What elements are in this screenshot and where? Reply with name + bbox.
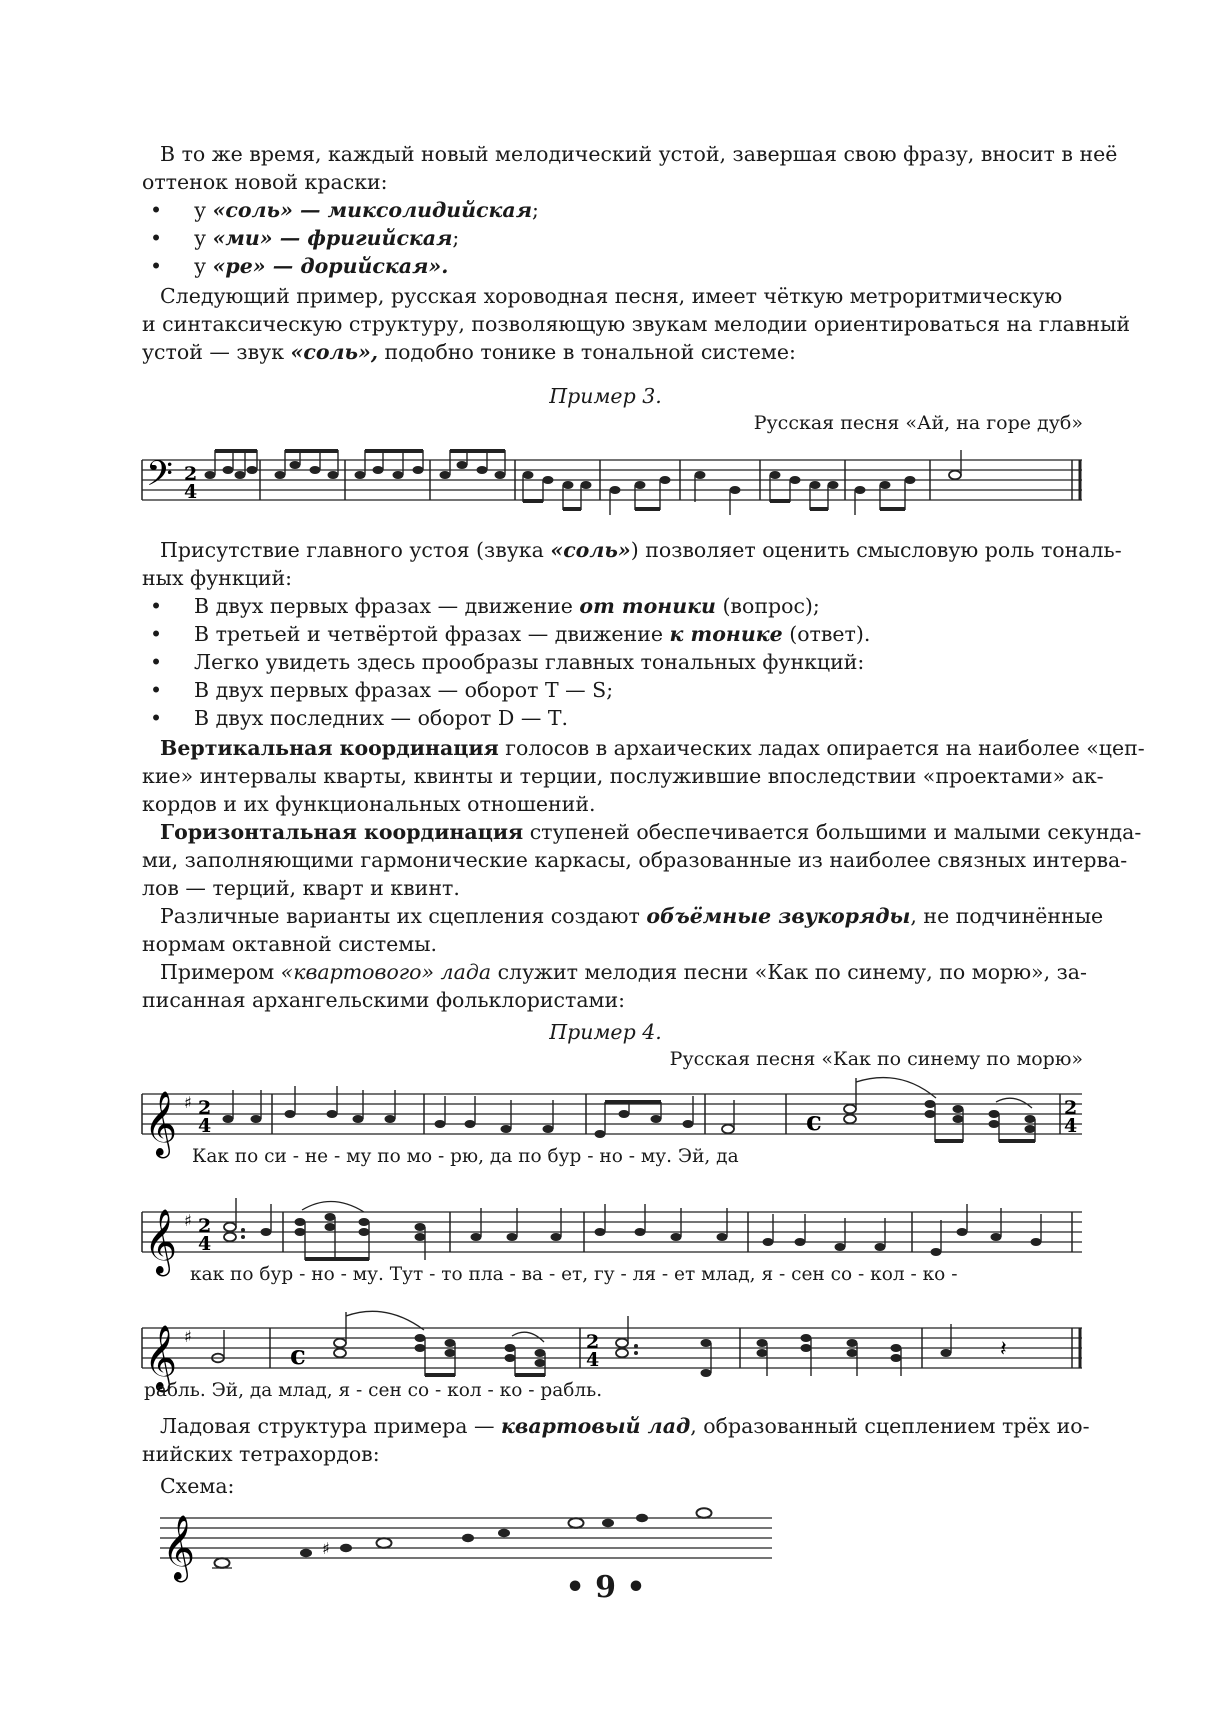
bass-clef-icon: 𝄢 bbox=[146, 453, 174, 502]
page-number: • 9 • bbox=[565, 1570, 646, 1605]
time-signature: 2 bbox=[184, 463, 198, 485]
example4-lyrics-line3: рабль. Эй, да млад, я - сен со - кол - ко - рабль. bbox=[144, 1380, 603, 1401]
common-time-icon: c bbox=[806, 1107, 822, 1137]
svg-text:2: 2 bbox=[586, 1331, 600, 1353]
para1-line1: В то же время, каждый новый мелодический устой, завершая свою фразу, вносит в неё bbox=[160, 142, 1118, 166]
para6-line1: Различные варианты их сцепления создают объёмные звукоряды, не подчинённые bbox=[160, 904, 1104, 928]
svg-text:4: 4 bbox=[586, 1349, 600, 1371]
para4-line1: Вертикальная координация голосов в архаических ладах опирается на наиболее «цеп- bbox=[160, 736, 1145, 760]
quarter-rest-icon: 𝄽 bbox=[1000, 1337, 1007, 1362]
sharp-icon: ♯ bbox=[184, 1211, 192, 1230]
svg-text:4: 4 bbox=[184, 481, 198, 503]
sharp-icon: ♯ bbox=[184, 1093, 192, 1112]
example4-lyrics-line2: как по бур - но - му. Тут - то пла - ва - ет, гу - ля - ет млад, я - сен со - кол - ко - bbox=[190, 1264, 958, 1285]
treble-clef-icon: 𝄞 bbox=[144, 1209, 178, 1274]
para1-line2: оттенок новой краски: bbox=[142, 170, 388, 194]
para2-line2: и синтаксическую структуру, позволяющую звукам мелодии ориентироваться на главный bbox=[142, 312, 1131, 336]
bullet-item: • у «ми» — фригийская; bbox=[150, 226, 460, 250]
para6-line2: нормам октавной системы. bbox=[142, 932, 438, 956]
treble-clef-icon: 𝄞 bbox=[162, 1515, 196, 1580]
example4-title: Пример 4. bbox=[549, 1020, 662, 1044]
para2-line3: устой — звук «соль», подобно тонике в тональной системе: bbox=[142, 340, 796, 364]
para4-line2: кие» интервалы кварты, квинты и терции, послужившие впоследствии «проектами» ак- bbox=[142, 764, 1104, 788]
para8-line1: Ладовая структура примера — квартовый лад, образованный сцеплением трёх ио- bbox=[160, 1414, 1090, 1438]
para5-line3: лов — терций, кварт и квинт. bbox=[142, 876, 460, 900]
para7-line2: писанная архангельскими фольклористами: bbox=[142, 988, 626, 1012]
example4-source: Русская песня «Как по синему по морю» bbox=[669, 1048, 1083, 1070]
bullet-item: • В двух первых фразах — оборот Т — S; bbox=[150, 678, 614, 702]
scheme-label: Схема: bbox=[160, 1474, 235, 1498]
svg-text:2: 2 bbox=[198, 1215, 212, 1237]
svg-text:4: 4 bbox=[1064, 1115, 1078, 1137]
time-signature: 2 bbox=[198, 1097, 212, 1119]
para5-line1: Горизонтальная координация ступеней обеспечивается большими и малыми секунда- bbox=[160, 820, 1142, 844]
example3-notation bbox=[0, 440, 1211, 520]
common-time-icon: c bbox=[290, 1341, 306, 1371]
bullet-item: • В третьей и четвёртой фразах — движение к тонике (ответ). bbox=[150, 622, 871, 646]
svg-text:2: 2 bbox=[1064, 1097, 1078, 1119]
para3-line2: ных функций: bbox=[142, 566, 293, 590]
para3-line1: Присутствие главного устоя (звука «соль») позволяет оценить смысловую роль тональ- bbox=[160, 538, 1122, 562]
bullet-item: • у «ре» — дорийская». bbox=[150, 254, 449, 278]
bullet-item: • В двух последних — оборот D — Т. bbox=[150, 706, 569, 730]
treble-clef-icon: 𝄞 bbox=[144, 1091, 178, 1156]
bullet-item: • В двух первых фразах — движение от тоники (вопрос); bbox=[150, 594, 820, 618]
example3-title: Пример 3. bbox=[549, 384, 662, 408]
para8-line2: нийских тетрахордов: bbox=[142, 1442, 380, 1466]
example3-source: Русская песня «Ай, на горе дуб» bbox=[753, 412, 1083, 434]
para4-line3: кордов и их функциональных отношений. bbox=[142, 792, 596, 816]
bullet-item: • Легко увидеть здесь прообразы главных тональных функций: bbox=[150, 650, 865, 674]
para2-line1: Следующий пример, русская хороводная песня, имеет чёткую метроритмическую bbox=[160, 284, 1063, 308]
sharp-icon: ♯ bbox=[184, 1327, 192, 1346]
svg-text:4: 4 bbox=[198, 1233, 212, 1255]
svg-text:4: 4 bbox=[198, 1115, 212, 1137]
para7-line1: Примером «квартового» лада служит мелодия песни «Как по синему, по морю», за- bbox=[160, 960, 1087, 984]
sharp-icon: ♯ bbox=[322, 1539, 330, 1558]
treble-clef-icon: 𝄞 bbox=[144, 1325, 178, 1390]
bullet-item: • у «соль» — миксолидийская; bbox=[150, 198, 539, 222]
para5-line2: ми, заполняющими гармонические каркасы, образованные из наиболее связных интерва- bbox=[142, 848, 1128, 872]
example4-lyrics-line1: Как по си - не - му по мо - рю, да по бур - но - му. Эй, да bbox=[192, 1146, 739, 1167]
